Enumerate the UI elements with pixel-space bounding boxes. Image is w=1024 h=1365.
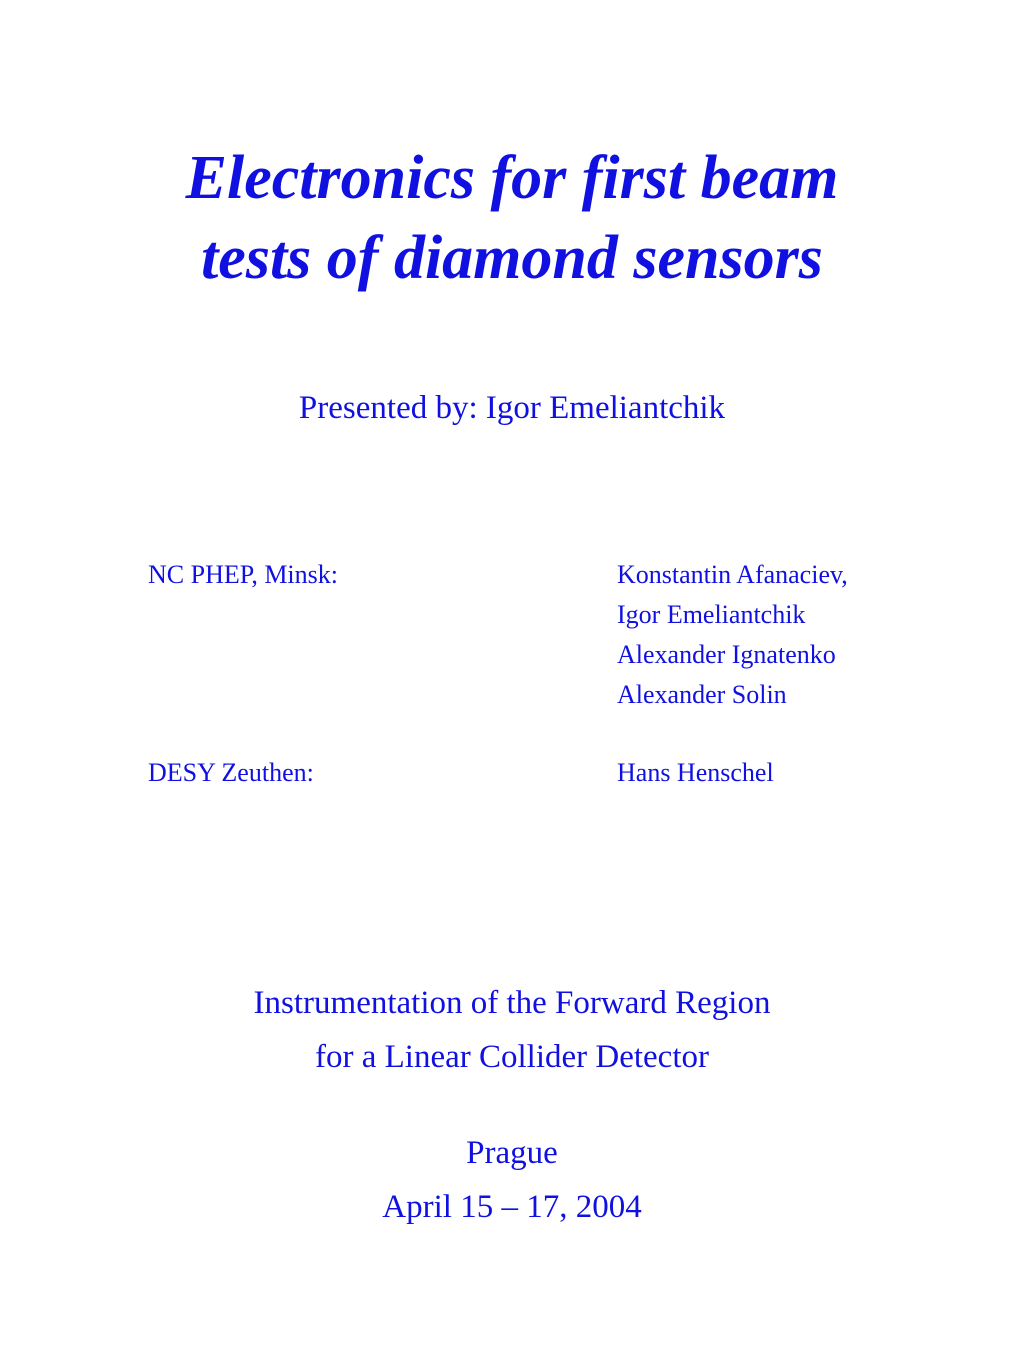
venue-dates: April 15 – 17, 2004 <box>382 1189 642 1225</box>
member-name: Konstantin Afanaciev, <box>617 560 848 589</box>
member-name: Alexander Ignatenko <box>617 640 836 669</box>
title-line-1: Electronics for first beam <box>185 144 839 212</box>
member-list <box>617 753 774 793</box>
title-line-2: tests of diamond sensors <box>201 224 823 292</box>
conference-name <box>0 976 1024 1084</box>
presenter-line: Presented by: Igor Emeliantchik <box>298 390 726 426</box>
member-name: Alexander Solin <box>617 680 787 709</box>
member-name: Igor Emeliantchik <box>617 600 806 629</box>
institution-name: NC PHEP, Minsk: <box>148 560 338 589</box>
page-title <box>0 138 1024 298</box>
institution-name: DESY Zeuthen: <box>148 758 314 787</box>
member-list <box>617 555 848 715</box>
conference-line-1: Instrumentation of the Forward Region <box>253 985 771 1021</box>
conference-line-2: for a Linear Collider Detector <box>315 1039 709 1075</box>
member-name: Hans Henschel <box>617 758 774 787</box>
venue-city: Prague <box>466 1135 558 1171</box>
venue-info <box>0 1126 1024 1234</box>
